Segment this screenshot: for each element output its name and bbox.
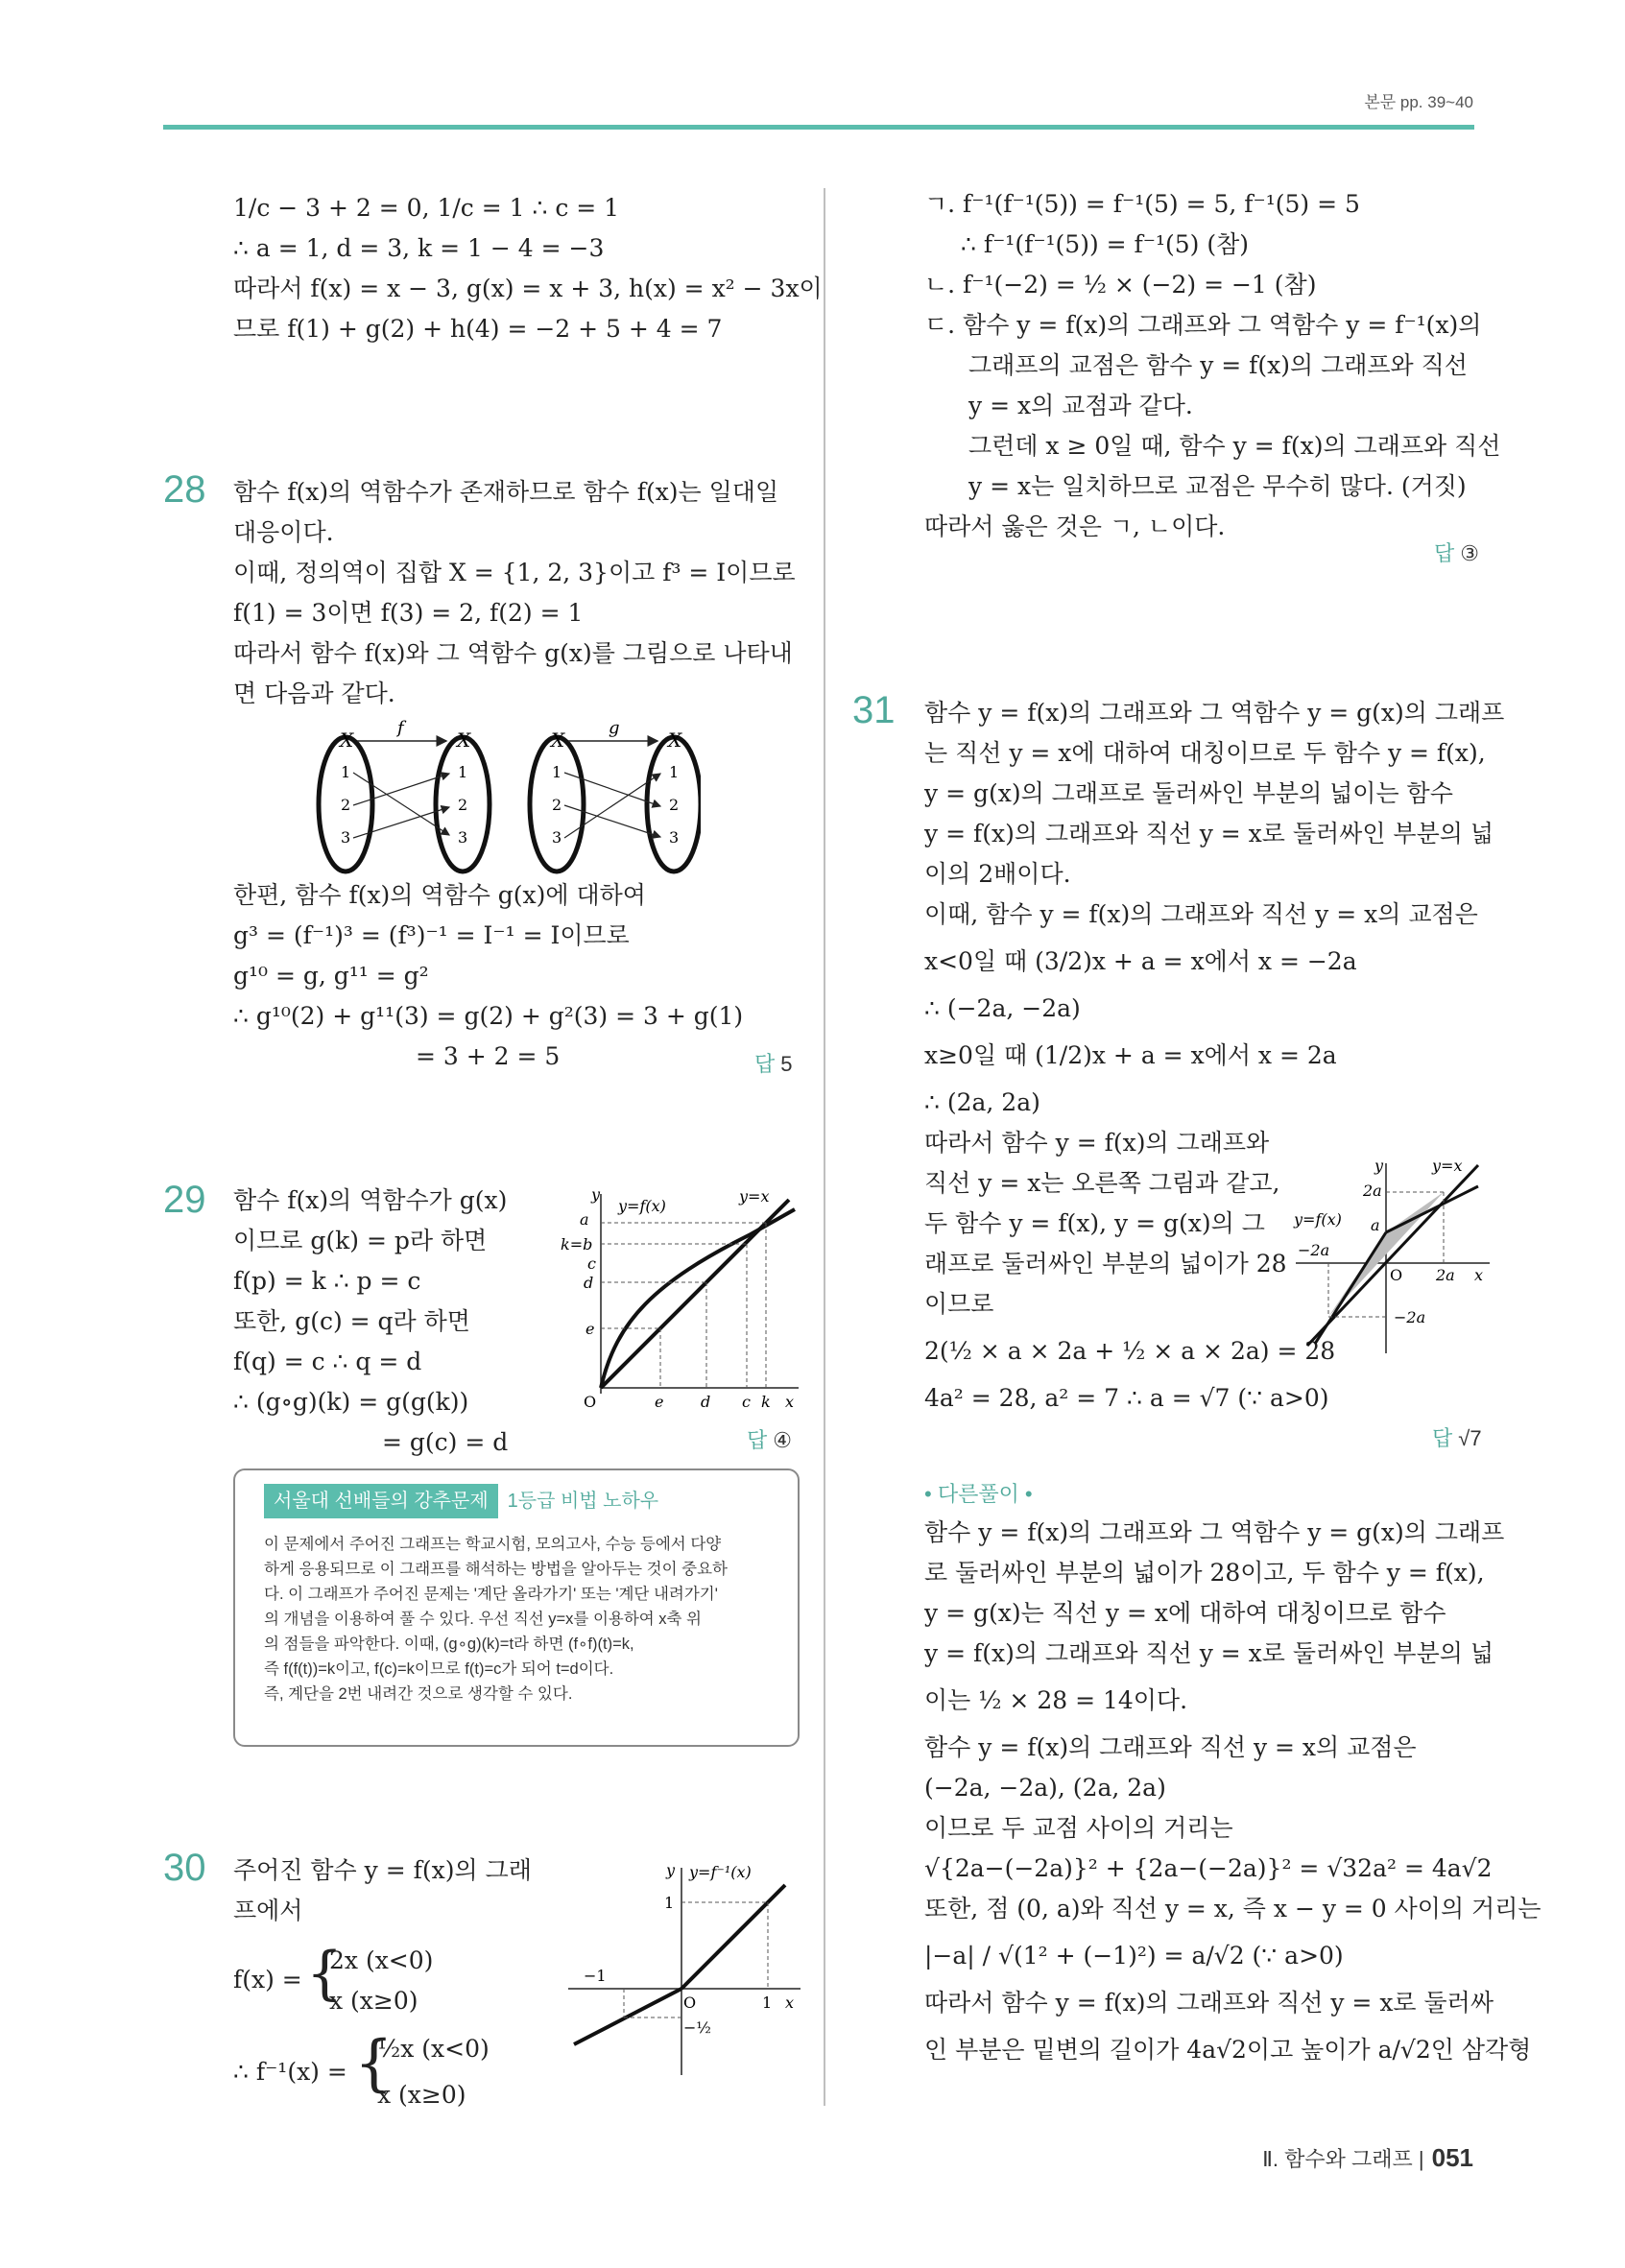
intro-line: 따라서 f(x) = x − 3, g(x) = x + 3, h(x) = x² − 3x이 bbox=[233, 275, 823, 302]
graph-label: 2a bbox=[1436, 1266, 1455, 1284]
q31-alt-line: 인 부분은 밑변의 길이가 4a√2이고 높이가 a/√2인 삼각형 bbox=[924, 2036, 1532, 2064]
tip-line: 이 문제에서 주어진 그래프는 학교시험, 모의고사, 수능 등에서 다양 bbox=[264, 1536, 722, 1553]
graph-label: d bbox=[584, 1274, 594, 1292]
q29-cont-line: ∴ f⁻¹(f⁻¹(5)) = f⁻¹(5) (참) bbox=[961, 230, 1250, 258]
q29-line: 또한, g(c) = q라 하면 bbox=[233, 1307, 470, 1335]
set-label: X bbox=[551, 728, 565, 752]
element-label: 2 bbox=[458, 796, 468, 814]
q31-alt-line: y = f(x)의 그래프와 직선 y = x로 둘러싸인 부분의 넓 bbox=[924, 1639, 1494, 1667]
footer-chapter: Ⅱ. 함수와 그래프 | bbox=[1262, 2147, 1424, 2171]
q29-cont-line: 따라서 옳은 것은 ㄱ, ㄴ이다. bbox=[924, 513, 1226, 540]
q29-answer bbox=[747, 1424, 792, 1454]
brace: { bbox=[354, 2028, 394, 2099]
fx-case: x (x≥0) bbox=[329, 1987, 418, 2015]
set-label: X bbox=[340, 728, 354, 752]
q31-alt-line: 이므로 두 교점 사이의 거리는 bbox=[924, 1814, 1233, 1842]
tip-box bbox=[233, 1468, 800, 1747]
element-label: 1 bbox=[552, 763, 562, 781]
answer-tag: 답 bbox=[1434, 541, 1455, 565]
q31-alt-line: |−a| / √(1² + (−1)²) = a/√2 (∵ a>0) bbox=[924, 1942, 1344, 1970]
element-label: 2 bbox=[669, 796, 680, 814]
q29-cont-line: ㄷ. 함수 y = f(x)의 그래프와 그 역함수 y = f⁻¹(x)의 bbox=[924, 311, 1482, 339]
graph-label: −2a bbox=[1298, 1241, 1330, 1259]
graph-label: d bbox=[701, 1393, 711, 1411]
curve-label: y=f(x) bbox=[618, 1197, 666, 1215]
q31-alt-line: y = g(x)는 직선 y = x에 대하여 대칭이므로 함수 bbox=[924, 1599, 1446, 1627]
q28-line: g¹⁰ = g, g¹¹ = g² bbox=[233, 962, 429, 990]
q31-alt-line: 이는 ½ × 28 = 14이다. bbox=[924, 1686, 1188, 1714]
q31-line: 이므로 bbox=[924, 1290, 994, 1318]
graph-label: 1 bbox=[762, 1993, 773, 2012]
q29-line: ∴ (g∘g)(k) = g(g(k)) bbox=[233, 1388, 469, 1416]
page-number: 051 bbox=[1431, 2143, 1473, 2172]
question-number-29: 29 bbox=[163, 1179, 206, 1221]
alt-solution-label: • 다른풀이 • bbox=[924, 1482, 1033, 1506]
q31-alt-line: 함수 y = f(x)의 그래프와 직선 y = x의 교점은 bbox=[924, 1733, 1417, 1761]
q31-line: 따라서 함수 y = f(x)의 그래프와 bbox=[924, 1129, 1270, 1157]
q29-line: 함수 f(x)의 역함수가 g(x) bbox=[233, 1186, 508, 1214]
element-label: 3 bbox=[341, 828, 351, 847]
graph-label: x bbox=[1474, 1266, 1484, 1284]
element-label: 2 bbox=[552, 796, 562, 814]
q31-line: 는 직선 y = x에 대하여 대칭이므로 두 함수 y = f(x), bbox=[924, 739, 1486, 767]
q30-text bbox=[233, 1850, 560, 1931]
q29-text bbox=[233, 1181, 560, 1463]
q29-cont-line: y = x의 교점과 같다. bbox=[968, 392, 1193, 419]
tip-body bbox=[264, 1532, 773, 1707]
q31-line: ∴ (−2a, −2a) bbox=[924, 994, 1081, 1022]
tip-line: 즉, 계단을 2번 내려간 것으로 생각할 수 있다. bbox=[264, 1685, 573, 1703]
graph-label: −2a bbox=[1394, 1308, 1426, 1326]
graph-label: k=b bbox=[561, 1235, 593, 1253]
graph-label: y bbox=[1374, 1157, 1384, 1175]
q30-line: 프에서 bbox=[233, 1897, 303, 1924]
element-label: 1 bbox=[669, 763, 680, 781]
fx-case: 2x (x<0) bbox=[329, 1946, 434, 1974]
q31-line: y = f(x)의 그래프와 직선 y = x로 둘러싸인 부분의 넓 bbox=[924, 820, 1494, 848]
tip-line: 즉 f(f(t))=k이고, f(c)=k이므로 f(t)=c가 되어 t=d이다. bbox=[264, 1660, 614, 1678]
header-rule bbox=[163, 125, 1474, 130]
q30-line: 주어진 함수 y = f(x)의 그래 bbox=[233, 1856, 532, 1884]
q31-graph bbox=[1286, 1156, 1494, 1357]
set-label: X bbox=[668, 728, 682, 752]
q31-line: x<0일 때 (3/2)x + a = x에서 x = −2a bbox=[924, 947, 1357, 975]
graph-label: y bbox=[591, 1186, 601, 1204]
graph-label: 1 bbox=[664, 1894, 675, 1912]
q28-text-b bbox=[233, 875, 809, 1077]
question-number-30: 30 bbox=[163, 1847, 206, 1889]
q31-line: 두 함수 y = f(x), y = g(x)의 그 bbox=[924, 1209, 1265, 1237]
tip-line: 의 개념을 이용하여 풀 수 있다. 우선 직선 y=x를 이용하여 x축 위 bbox=[264, 1611, 702, 1628]
element-label: 3 bbox=[458, 828, 468, 847]
q29-line: 이므로 g(k) = p라 하면 bbox=[233, 1227, 488, 1254]
graph-label: e bbox=[655, 1393, 664, 1411]
intro-line: 므로 f(1) + g(2) + h(4) = −2 + 5 + 4 = 7 bbox=[233, 315, 723, 343]
graph-branch-negative bbox=[574, 1989, 681, 2044]
element-label: 1 bbox=[341, 763, 351, 781]
q31-line: x≥0일 때 (1/2)x + a = x에서 x = 2a bbox=[924, 1041, 1337, 1069]
q31-line: 이의 2배이다. bbox=[924, 860, 1071, 888]
q28-line: 대응이다. bbox=[233, 518, 334, 546]
q31-answer bbox=[1432, 1422, 1482, 1452]
q31-line: 함수 y = f(x)의 그래프와 그 역함수 y = g(x)의 그래프 bbox=[924, 699, 1505, 727]
brace: { bbox=[306, 1940, 344, 2007]
q31-line: 4a² = 28, a² = 7 ∴ a = √7 (∵ a>0) bbox=[924, 1384, 1329, 1412]
q28-line: 함수 f(x)의 역함수가 존재하므로 함수 f(x)는 일대일 bbox=[233, 478, 779, 506]
q29-cont-line: 그래프의 교점은 함수 y = f(x)의 그래프와 직선 bbox=[968, 351, 1468, 379]
q31-text-b bbox=[924, 1513, 1541, 2077]
intro-line: 1/c − 3 + 2 = 0, 1/c = 1 ∴ c = 1 bbox=[233, 194, 620, 222]
q28-line: ∴ g¹⁰(2) + g¹¹(3) = g(2) + g²(3) = 3 + g(1) bbox=[233, 1002, 744, 1030]
graph-label: a bbox=[1371, 1216, 1380, 1234]
graph-label: O bbox=[1390, 1266, 1403, 1284]
q28-line: 이때, 정의역이 집합 X = {1, 2, 3}이고 f³ = I이므로 bbox=[233, 559, 796, 586]
element-label: 3 bbox=[552, 828, 562, 847]
q31-line: ∴ (2a, 2a) bbox=[924, 1088, 1040, 1116]
graph-label: e bbox=[585, 1320, 595, 1338]
q28-line: 면 다음과 같다. bbox=[233, 680, 395, 707]
graph-label: x bbox=[785, 1393, 795, 1411]
finv-label: ∴ f⁻¹(x) = bbox=[233, 2058, 347, 2086]
q29-line: f(q) = c ∴ q = d bbox=[233, 1348, 422, 1375]
graph-label: −½ bbox=[683, 2018, 711, 2037]
page-reference: 본문 pp. 39~40 bbox=[1364, 93, 1473, 111]
graph-label: y bbox=[666, 1862, 676, 1879]
element-label: 2 bbox=[341, 796, 351, 814]
fx-label: f(x) = bbox=[233, 1966, 302, 1993]
tip-title-sub: 1등급 비법 노하우 bbox=[507, 1491, 659, 1512]
line-label: y=x bbox=[1432, 1157, 1463, 1175]
graph-label: 2a bbox=[1363, 1182, 1382, 1200]
tip-line: 하게 응용되므로 이 그래프를 해석하는 방법을 알아두는 것이 중요하 bbox=[264, 1561, 728, 1578]
q31-alt-line: (−2a, −2a), (2a, 2a) bbox=[924, 1774, 1166, 1802]
finv-case: x (x≥0) bbox=[377, 2081, 466, 2109]
q29-cont-line: y = x는 일치하므로 교점은 무수히 많다. (거짓) bbox=[968, 472, 1467, 500]
q28-line: g³ = (f⁻¹)³ = (f³)⁻¹ = I⁻¹ = I이므로 bbox=[233, 921, 630, 949]
graph-label: c bbox=[742, 1393, 751, 1411]
answer-tag: 답 bbox=[1432, 1426, 1453, 1450]
q28-mapping-diagram bbox=[298, 718, 701, 881]
graph-label: k bbox=[761, 1393, 771, 1411]
curve-label: y=f⁻¹(x) bbox=[689, 1863, 752, 1881]
tip-line: 다. 이 그래프가 주어진 문제는 '계단 올라가기' 또는 '계단 내려가기' bbox=[264, 1586, 718, 1603]
q31-line: 래프로 둘러싸인 부분의 넓이가 28 bbox=[924, 1250, 1287, 1277]
tip-title-main: 서울대 선배들의 강추문제 bbox=[264, 1484, 498, 1518]
answer-value: ④ bbox=[773, 1428, 792, 1452]
q31-alt-line: √{2a−(−2a)}² + {2a−(−2a)}² = √32a² = 4a√2 bbox=[924, 1854, 1493, 1882]
q29-line: f(p) = k ∴ p = c bbox=[233, 1267, 421, 1295]
graph-label: a bbox=[580, 1210, 589, 1229]
tip-line: 의 점들을 파악한다. 이때, (g∘g)(k)=t라 하면 (f∘f)(t)=k, bbox=[264, 1635, 634, 1653]
question-number-31: 31 bbox=[852, 689, 896, 731]
graph-label: −1 bbox=[584, 1967, 607, 1985]
q31-line: 직선 y = x는 오른쪽 그림과 같고, bbox=[924, 1169, 1280, 1197]
q28-line: f(1) = 3이면 f(3) = 2, f(2) = 1 bbox=[233, 599, 584, 627]
intro-line: ∴ a = 1, d = 3, k = 1 − 4 = −3 bbox=[233, 234, 605, 262]
curve-label: y=f(x) bbox=[1294, 1210, 1342, 1229]
graph-label: c bbox=[587, 1254, 596, 1273]
answer-tag: 답 bbox=[754, 1052, 776, 1076]
map-label-g: g bbox=[609, 718, 620, 738]
answer-value: √7 bbox=[1458, 1426, 1482, 1450]
q31-alt-line: 또한, 점 (0, a)와 직선 y = x, 즉 x − y = 0 사이의 거리는 bbox=[924, 1895, 1541, 1922]
q29-cont-line: 그런데 x ≥ 0일 때, 함수 y = f(x)의 그래프와 직선 bbox=[968, 432, 1501, 460]
graph-label: O bbox=[584, 1393, 597, 1411]
answer-tag: 답 bbox=[747, 1428, 768, 1452]
q31-alt-line: 따라서 함수 y = f(x)의 그래프와 직선 y = x로 둘러싸 bbox=[924, 1989, 1494, 2017]
graph-label: O bbox=[683, 1993, 697, 2012]
map-label-f: f bbox=[397, 718, 404, 738]
q28-line: 한편, 함수 f(x)의 역함수 g(x)에 대하여 bbox=[233, 881, 646, 909]
graph-branch-positive bbox=[681, 1885, 785, 1989]
q29-graph bbox=[559, 1186, 804, 1411]
q29-line: = g(c) = d bbox=[382, 1428, 509, 1456]
curve-right-branch bbox=[1386, 1186, 1478, 1232]
page-footer bbox=[1262, 2143, 1473, 2173]
q28-text-a bbox=[233, 472, 809, 714]
element-label: 3 bbox=[669, 828, 680, 847]
element-label: 1 bbox=[458, 763, 468, 781]
q29-cont-line: ㄱ. f⁻¹(f⁻¹(5)) = f⁻¹(5) = 5, f⁻¹(5) = 5 bbox=[924, 190, 1360, 218]
finv-case: ½x (x<0) bbox=[377, 2035, 490, 2063]
q29-cont-line: ㄴ. f⁻¹(−2) = ½ × (−2) = −1 (참) bbox=[924, 271, 1317, 298]
q28-line: = 3 + 2 = 5 bbox=[416, 1042, 561, 1070]
question-number-28: 28 bbox=[163, 468, 206, 511]
tip-title bbox=[264, 1484, 658, 1518]
line-label: y=x bbox=[739, 1187, 770, 1206]
graph-label: x bbox=[785, 1993, 795, 2012]
q28-answer bbox=[754, 1048, 793, 1078]
q31-alt-line: 로 둘러싸인 부분의 넓이가 28이고, 두 함수 y = f(x), bbox=[924, 1559, 1485, 1587]
answer-value: ③ bbox=[1460, 541, 1479, 565]
left-intro bbox=[233, 188, 823, 349]
set-label: X bbox=[457, 728, 471, 752]
q29-cont-answer bbox=[1434, 537, 1479, 567]
q30-graph bbox=[564, 1862, 804, 2079]
q31-alt-line: 함수 y = f(x)의 그래프와 그 역함수 y = g(x)의 그래프 bbox=[924, 1518, 1505, 1546]
q28-line: 따라서 함수 f(x)와 그 역함수 g(x)를 그림으로 나타내 bbox=[233, 639, 793, 667]
q31-line: y = g(x)의 그래프로 둘러싸인 부분의 넓이는 함수 bbox=[924, 779, 1453, 807]
answer-value: 5 bbox=[780, 1052, 793, 1076]
q31-line: 이때, 함수 y = f(x)의 그래프와 직선 y = x의 교점은 bbox=[924, 900, 1478, 928]
q29-cont-text bbox=[924, 184, 1500, 547]
column-divider bbox=[824, 188, 825, 2106]
q31-line: 2(½ × a × 2a + ½ × a × 2a) = 28 bbox=[924, 1337, 1336, 1365]
